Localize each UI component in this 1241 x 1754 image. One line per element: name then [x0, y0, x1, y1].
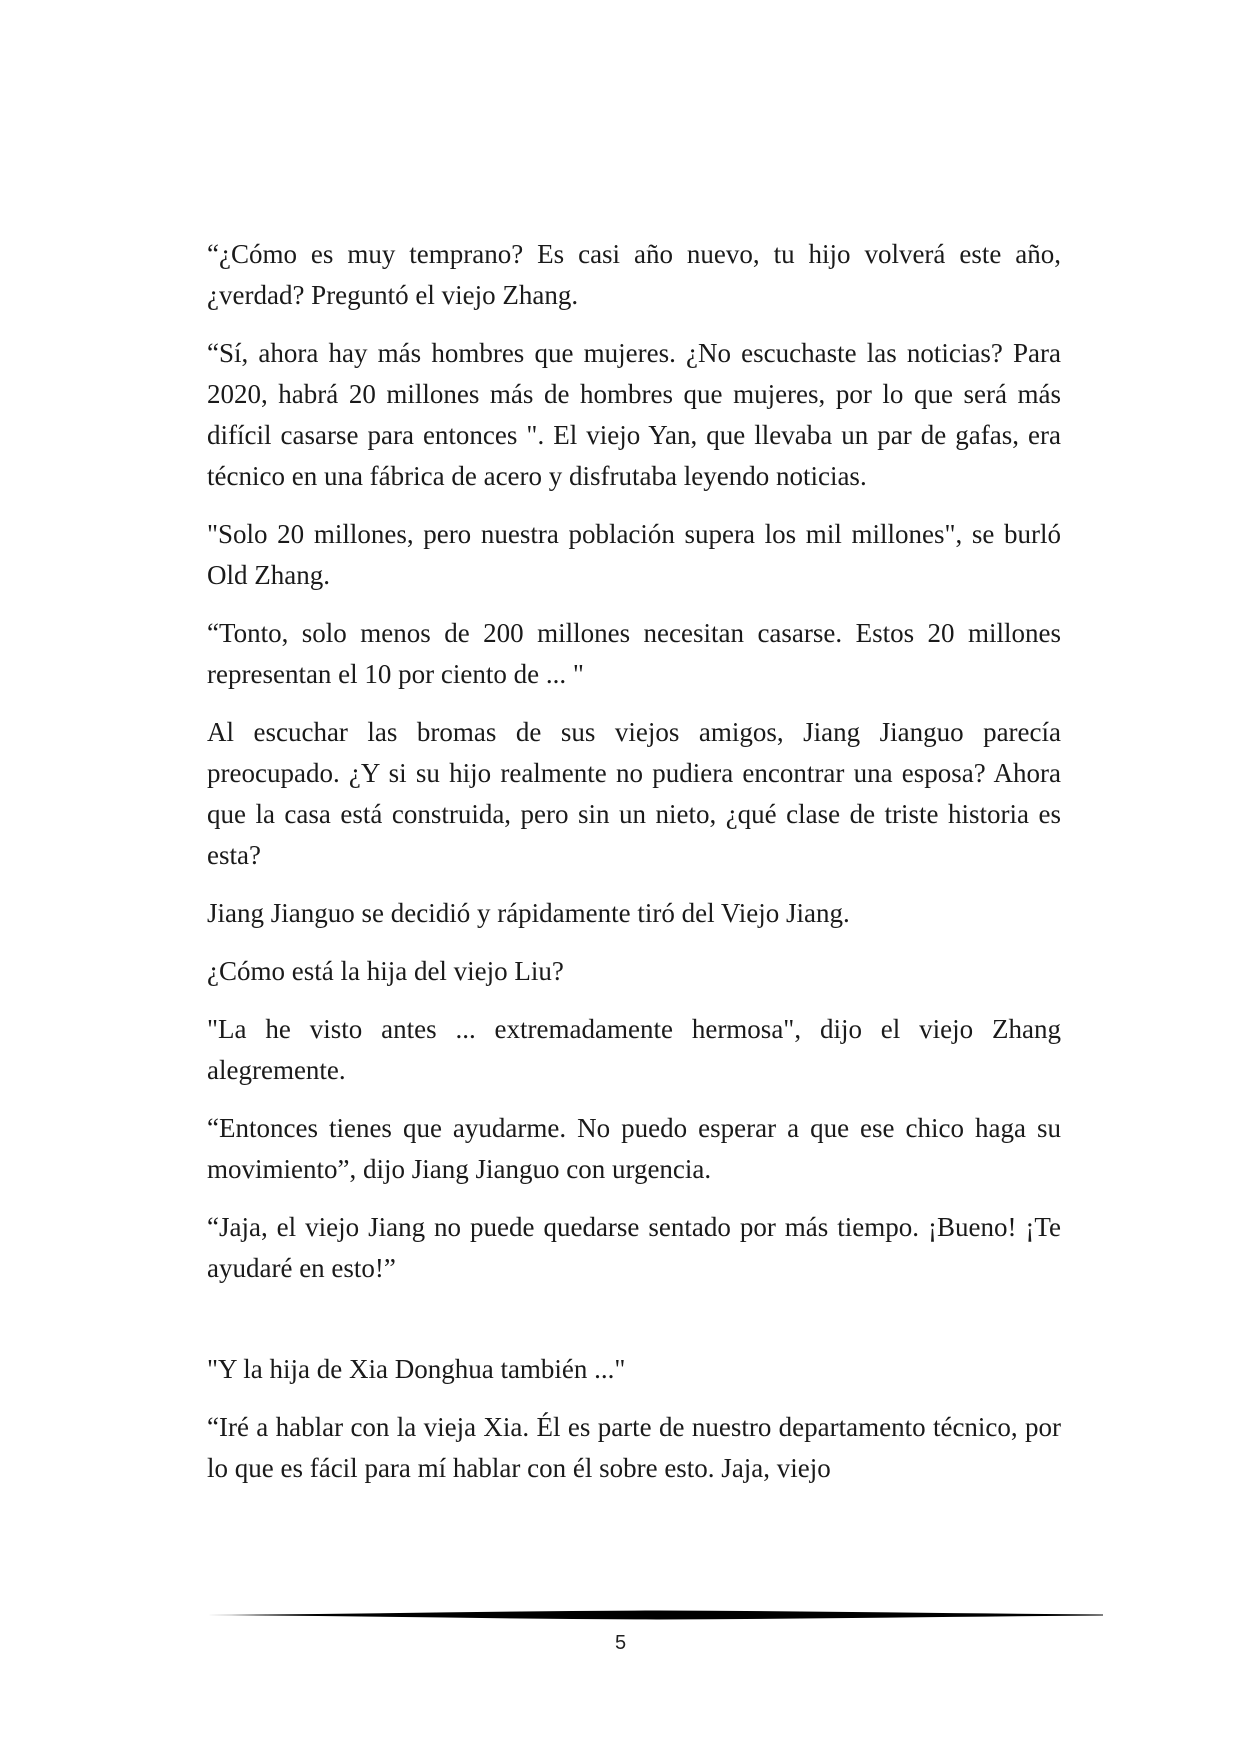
paragraph: Jiang Jianguo se decidió y rápidamente tiró del Viejo Jiang.: [207, 898, 850, 928]
footer-divider: [207, 1610, 1103, 1620]
paragraph: ¿Cómo está la hija del viejo Liu?: [207, 956, 564, 986]
paragraph: "Y la hija de Xia Donghua también ...": [207, 1354, 626, 1384]
paragraph: “Entonces tienes que ayudarme. No puedo esperar a que ese chico haga su movimiento”, dijo Jiang Jianguo con urgencia.: [207, 1113, 1061, 1184]
paragraph: “Jaja, el viejo Jiang no puede quedarse sentado por más tiempo. ¡Bueno! ¡Te ayudaré en esto!”: [207, 1212, 1061, 1283]
paragraph: “Sí, ahora hay más hombres que mujeres. ¿No escuchaste las noticias? Para 2020, habrá 20 millones más de hombres que mujeres, por lo que será más difícil casarse para entonces ". El viejo Yan, que llevaba un par de gafas, era técnico en una fábrica de acero y disfrutaba leyendo noticias.: [207, 338, 1061, 491]
paragraph: Al escuchar las bromas de sus viejos amigos, Jiang Jianguo parecía preocupado. ¿Y si su hijo realmente no pudiera encontrar una esposa? Ahora que la casa está construida, pero sin un nieto, ¿qué clase de triste historia es esta?: [207, 717, 1061, 870]
paragraph: “¿Cómo es muy temprano? Es casi año nuevo, tu hijo volverá este año, ¿verdad? Preguntó el viejo Zhang.: [207, 239, 1061, 310]
paragraph: “Iré a hablar con la vieja Xia. Él es parte de nuestro departamento técnico, por lo que es fácil para mí hablar con él sobre esto. Jaja, viejo: [207, 1412, 1061, 1483]
body-text: [207, 234, 1061, 1506]
paragraph: "La he visto antes ... extremadamente hermosa", dijo el viejo Zhang alegremente.: [207, 1014, 1061, 1085]
paragraph: “Tonto, solo menos de 200 millones necesitan casarse. Estos 20 millones representan el 10 por ciento de ... ": [207, 618, 1061, 689]
paragraph: "Solo 20 millones, pero nuestra población supera los mil millones", se burló Old Zhang.: [207, 519, 1061, 590]
page-number: 5: [614, 1632, 627, 1654]
